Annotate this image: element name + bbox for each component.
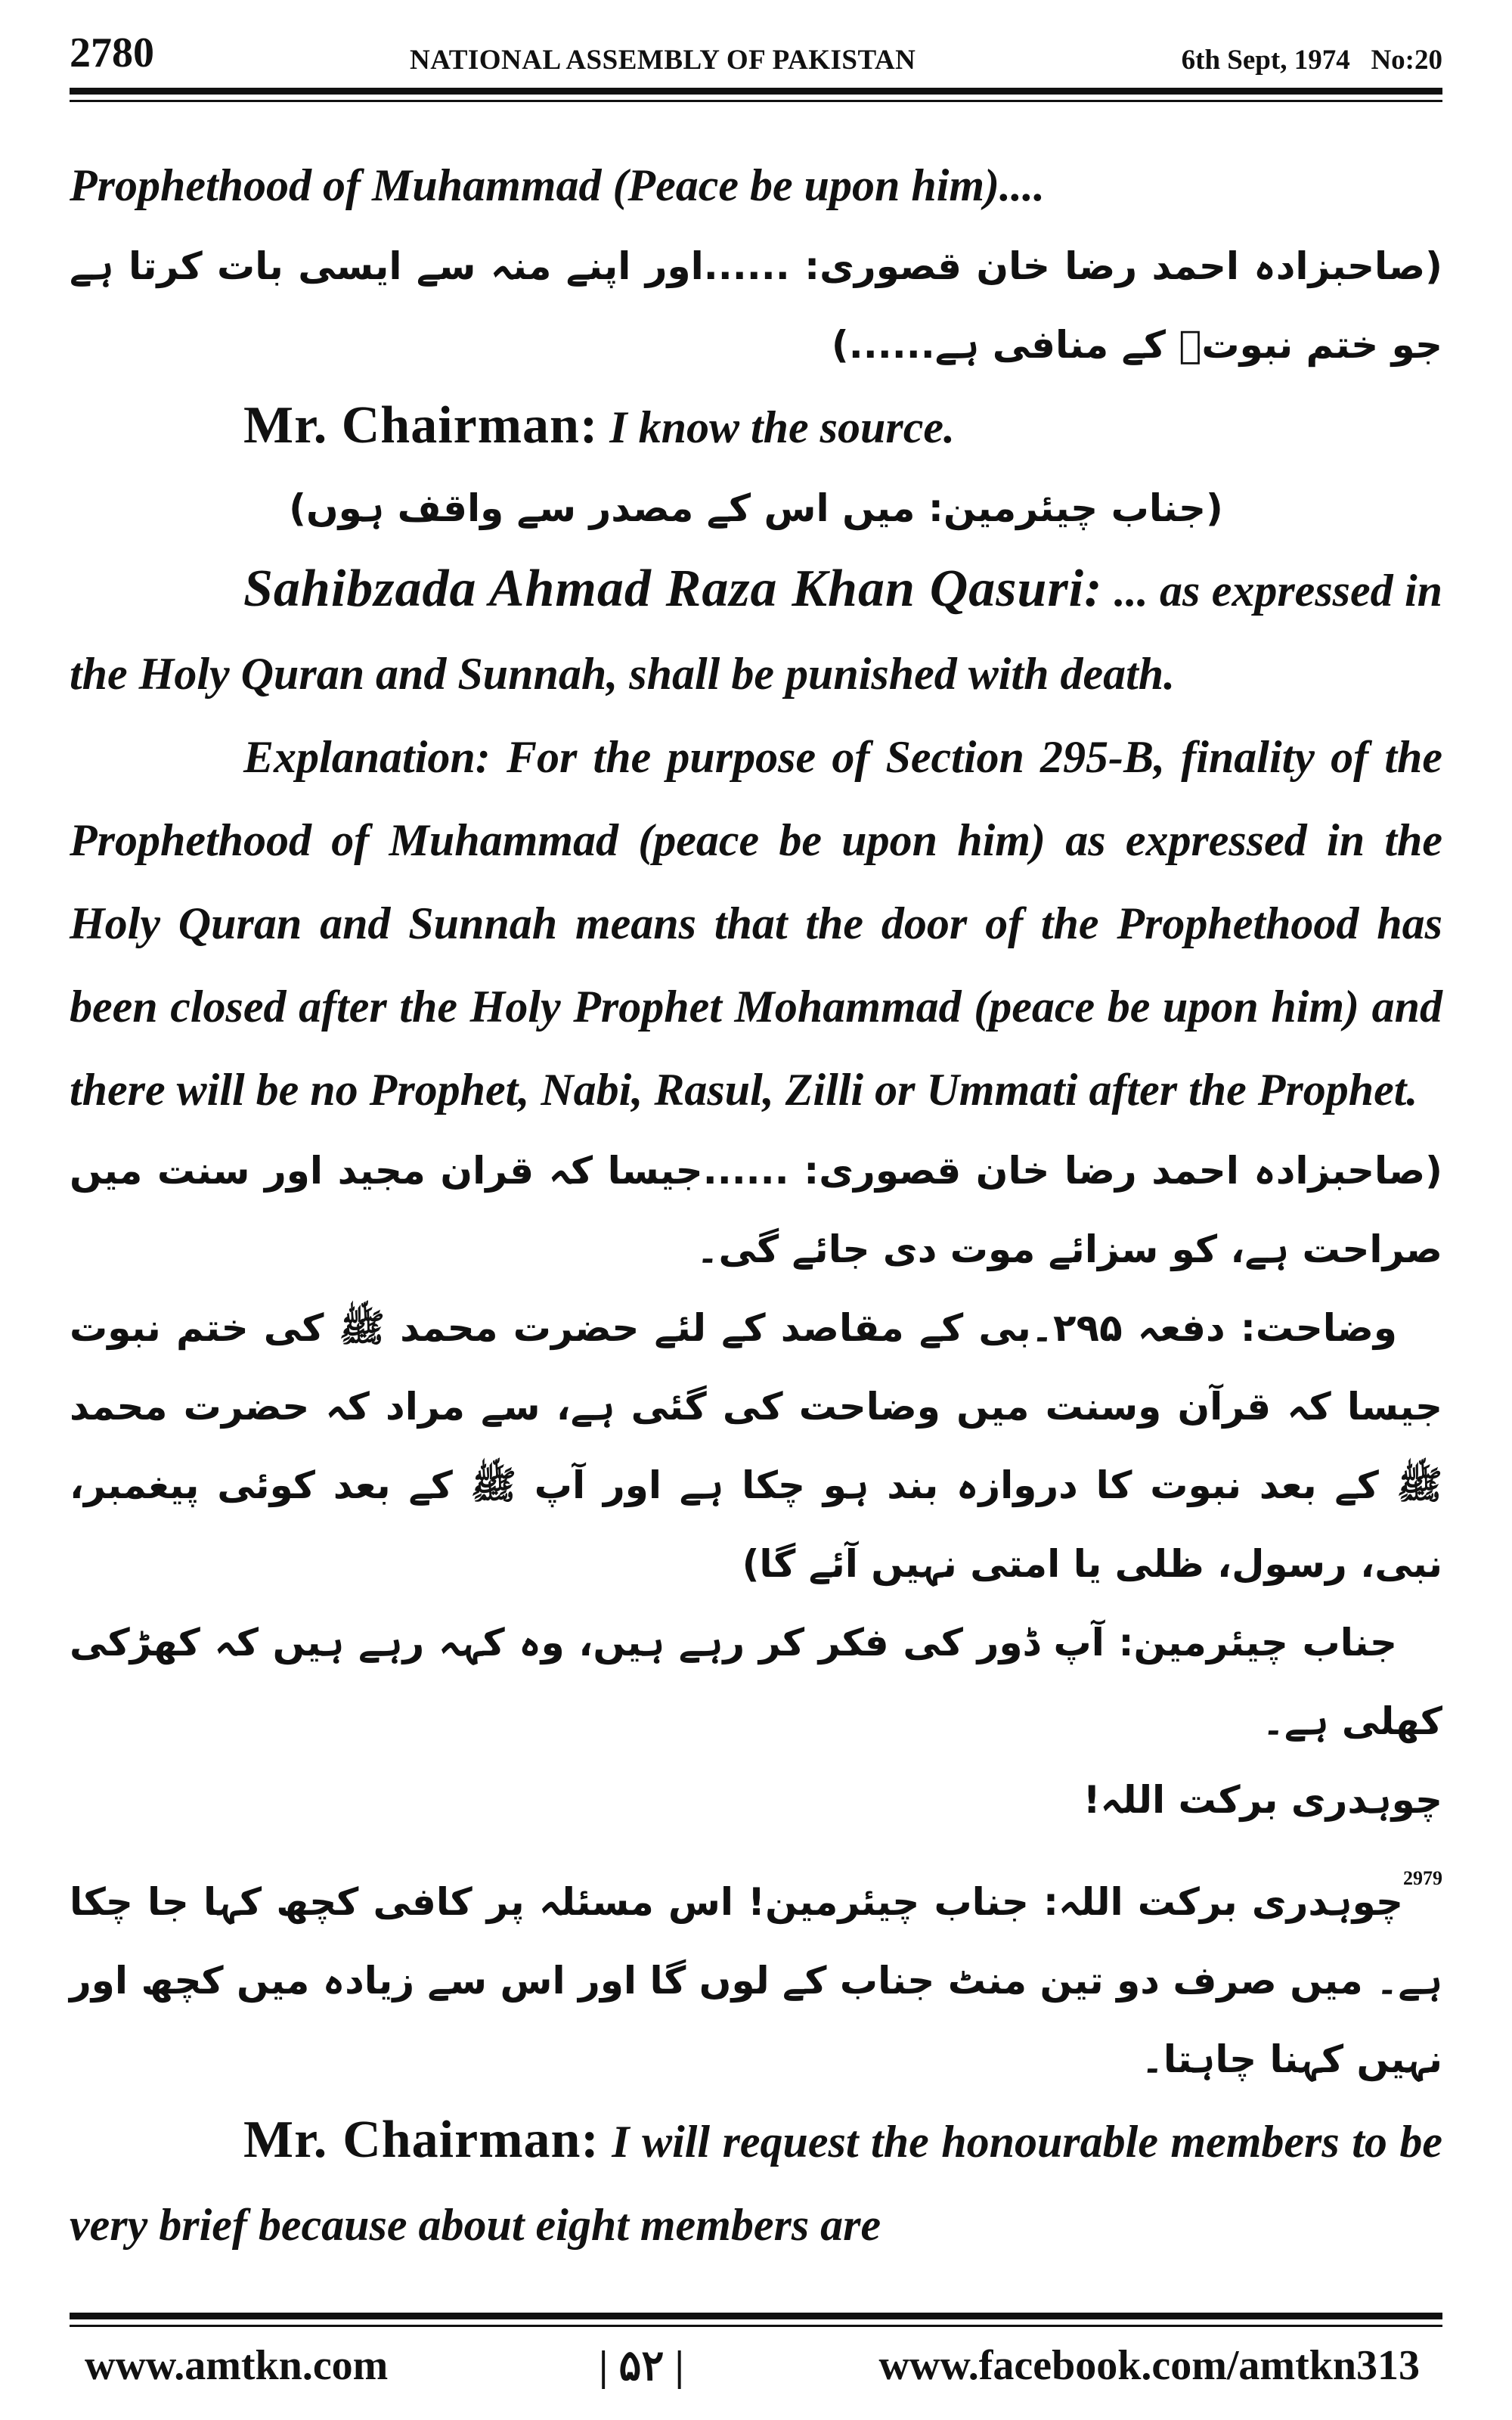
footnote-marker: 2979 (1403, 1867, 1442, 1889)
footer-website-link[interactable]: www.amtkn.com (85, 2342, 389, 2389)
english-paragraph-explanation: Explanation: For the purpose of Section 295-B, finality of the Prophethood of Muhammad (peace be upon him) as expressed in the Holy Quran and Sunnah means that the door of the Prophethood has been closed after the Holy Prophet Mohammad (peace be upon him) and there will be no Prophet, Nabi, Rasul, Zilli or Ummati after the Prophet. (70, 732, 1442, 1115)
page-number: 2780 (70, 29, 154, 76)
urdu-paragraph-3: (صاحبزادہ احمد رضا خان قصوری: ......جیسا کہ قران مجید اور سنت میں صراحت ہے، کو سزائے موت دی جائے گی۔ (70, 1149, 1442, 1271)
footer-page-number: | ۵۲ | (599, 2343, 684, 2390)
page-body (70, 144, 1442, 2266)
page-footer (70, 2341, 1442, 2394)
footer-facebook-link[interactable]: www.facebook.com/amtkn313 (878, 2342, 1420, 2389)
urdu-paragraph-7 (70, 1839, 1442, 2099)
english-paragraph-qasuri (70, 548, 1442, 715)
header-date: 6th Sept, 1974 (1181, 45, 1350, 76)
urdu-text: چوہدری برکت اللہ: جناب چیئرمین! اس مسئلہ پر کافی کچھ کہا جا چکا ہے۔ میں صرف دو تین منٹ جناب کے لوں گا اور اس سے زیادہ میں کچھ اور نہیں کہنا چاہتا۔ (70, 1880, 1442, 2081)
speaker-label: Mr. Chairman: (243, 2111, 600, 2169)
english-paragraph-chairman-1 (70, 384, 1442, 469)
urdu-paragraph-6: چوہدری برکت اللہ! (1083, 1778, 1442, 1822)
header-title: NATIONAL ASSEMBLY OF PAKISTAN (410, 45, 916, 76)
urdu-paragraph-1: (صاحبزادہ احمد رضا خان قصوری: ......اور اپنے منہ سے ایسی بات کرتا ہے جو ختم نبوتؐ کے منافی ہے......) (70, 244, 1442, 367)
urdu-paragraph-5: جناب چیئرمین: آپ ڈور کی فکر کر رہے ہیں، وہ کہہ رہے ہیں کہ کھڑکی کھلی ہے۔ (70, 1621, 1442, 1743)
header-date-issue (1182, 44, 1442, 76)
page-header (70, 29, 1442, 82)
english-paragraph-1: Prophethood of Muhammad (Peace be upon him).... (70, 160, 1046, 210)
speech-text: I know the source. (609, 402, 956, 452)
header-issue: No:20 (1371, 45, 1442, 76)
speaker-label: Mr. Chairman: (243, 396, 599, 455)
speaker-label: Sahibzada Ahmad Raza Khan Qasuri: (243, 560, 1103, 618)
footer-rule-thick (70, 2313, 1442, 2319)
urdu-paragraph-2: (جناب چیئرمین: میں اس کے مصدر سے واقف ہوں) (289, 486, 1223, 530)
header-rule-thin (70, 100, 1442, 102)
urdu-paragraph-4: وضاحت: دفعہ ۲۹۵۔بی کے مقاصد کے لئے حضرت محمد ﷺ کی ختم نبوت جیسا کہ قرآن وسنت میں وضاحت کی گئی ہے، سے مراد کہ حضرت محمد ﷺ کے بعد نبوت کا دروازہ بند ہو چکا ہے اور آپ ﷺ کے بعد کوئی پیغمبر، نبی، رسول، ظلی یا امتی نہیں آئے گا) (70, 1306, 1442, 1586)
speech-text: ... as expressed in the Holy Quran and Sunnah, shall be punished with death. (70, 566, 1442, 699)
footer-rule-thin (70, 2325, 1442, 2327)
speech-text: I will request the honourable members to be very brief because about eight members are (70, 2117, 1442, 2250)
english-paragraph-chairman-2 (70, 2099, 1442, 2266)
header-rule-thick (70, 88, 1442, 95)
